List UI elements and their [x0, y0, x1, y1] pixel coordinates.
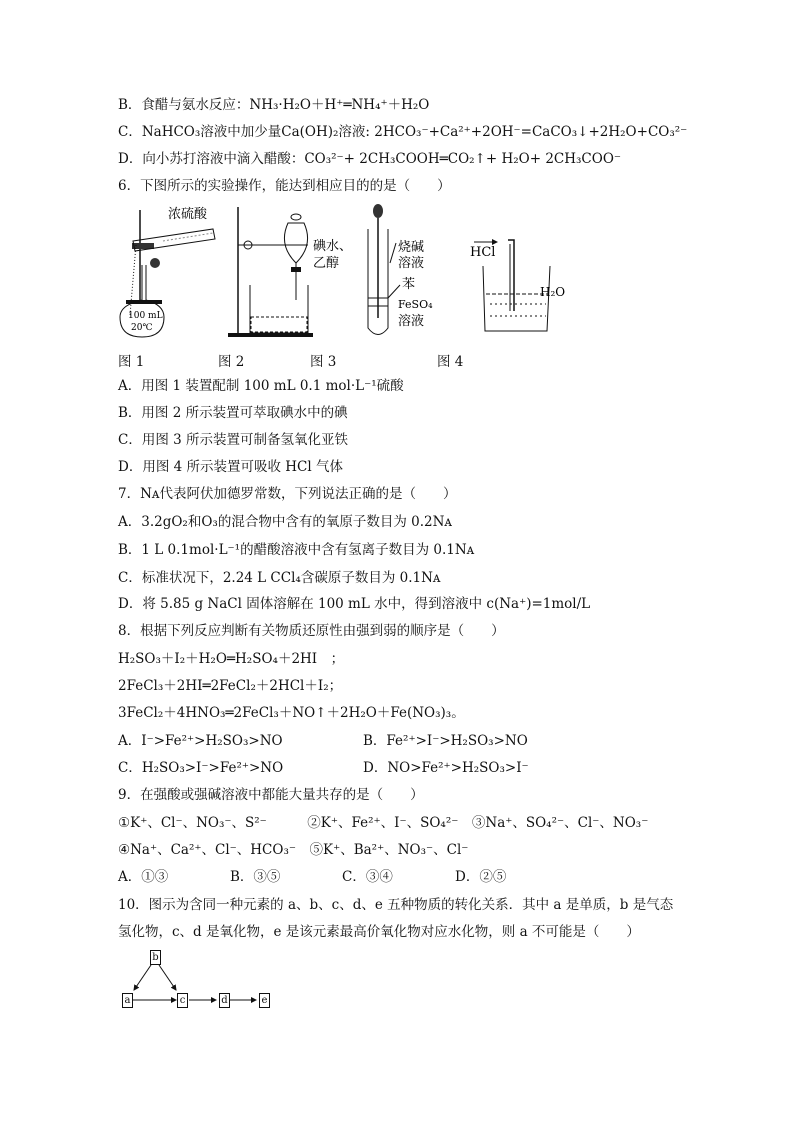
- flask-temp-label: 20℃: [131, 323, 153, 333]
- feso4-solution-label: 溶液: [398, 314, 425, 329]
- question-8: 8．根据下列反应判断有关物质还原性由强到弱的顺序是（ ）: [118, 623, 505, 639]
- node-d: d: [219, 993, 230, 1008]
- reaction-3: 3FeCl₂＋4HNO₃═2FeCl₃＋NO↑＋2H₂O＋Fe(NO₃)₃。: [118, 705, 465, 721]
- option-5d: D．向小苏打溶液中滴入醋酸：CO₃²⁻+ 2CH₃COOH═CO₂↑+ H₂O+ 2CH₃COO⁻: [118, 151, 622, 167]
- node-a: a: [122, 993, 133, 1008]
- option-6c: C．用图 3 所示装置可制备氢氧化亚铁: [118, 432, 349, 448]
- ethanol-label: 乙醇: [313, 256, 340, 271]
- question-6: 6．下图所示的实验操作，能达到相应目的的是（ ）: [118, 178, 451, 194]
- question-9: 9．在强酸或强碱溶液中都能大量共存的是（ ）: [118, 787, 424, 803]
- caption-fig4: 图 4: [437, 354, 464, 370]
- question-10-line2: 氢化物，c、d 是氧化物，e 是该元素最高价氧化物对应水化物，则 a 不可能是（ ）: [118, 924, 640, 940]
- option-5c: C．NaHCO₃溶液中加少量Ca(OH)₂溶液: 2HCO₃⁻+Ca²⁺+2OH⁻=CaCO₃↓+2H₂O+CO₃²⁻: [118, 124, 688, 140]
- figure-3: [360, 203, 450, 343]
- question-10-line1: 10．图示为含同一种元素的 a、b、c、d、e 五种物质的转化关系．其中 a 是单质，b 是气态: [118, 897, 674, 913]
- option-7d: D．将 5.85 g NaCl 固体溶解在 100 mL 水中，得到溶液中 c(Na⁺)=1mol/L: [118, 596, 591, 612]
- flask-volume-label: 100 mL: [128, 311, 163, 321]
- naoh-solution-label: 溶液: [398, 256, 425, 271]
- option-7c: C．标准状况下，2.24 L CCl₄含碳原子数目为 0.1Nᴀ: [118, 570, 441, 586]
- option-7a: A．3.2gO₂和O₃的混合物中含有的氧原子数目为 0.2Nᴀ: [118, 514, 453, 530]
- iodine-water-label: 碘水、: [313, 239, 353, 254]
- option-9a: A．①③: [118, 869, 169, 885]
- option-6d: D．用图 4 所示装置可吸收 HCl 气体: [118, 459, 343, 475]
- option-9b: B．③⑤: [230, 869, 281, 885]
- option-7b: B．1 L 0.1mol·L⁻¹的醋酸溶液中含有氢离子数目为 0.1Nᴀ: [118, 542, 475, 558]
- conversion-diagram: [118, 948, 278, 1018]
- species-row-2: ④Na⁺、Ca²⁺、Cl⁻、HCO₃⁻ ⑤K⁺、Ba²⁺、NO₃⁻、Cl⁻: [118, 842, 469, 858]
- water-label: H₂O: [540, 285, 566, 299]
- option-8d: D．NO>Fe²⁺>H₂SO₃>I⁻: [363, 760, 529, 776]
- option-9c: C．③④: [342, 869, 393, 885]
- question-7: 7．Nᴀ代表阿伏加德罗常数，下列说法正确的是（ ）: [118, 486, 457, 502]
- figure-2: [228, 205, 358, 340]
- figure-1: [118, 205, 218, 340]
- option-6a: A．用图 1 装置配制 100 mL 0.1 mol·L⁻¹硫酸: [118, 378, 404, 394]
- feso4-label: FeSO₄: [398, 298, 433, 311]
- benzene-label: 苯: [402, 277, 416, 292]
- caption-fig2: 图 2: [218, 354, 245, 370]
- figure-4: [470, 228, 580, 338]
- reaction-2: 2FeCl₃＋2HI═2FeCl₂＋2HCl＋I₂；: [118, 678, 343, 694]
- reaction-1: H₂SO₃＋I₂＋H₂O═H₂SO₄＋2HI ；: [118, 651, 345, 667]
- option-5b: B．食醋与氨水反应：NH₃·H₂O＋H⁺═NH₄⁺＋H₂O: [118, 97, 430, 113]
- option-8b: B．Fe²⁺>I⁻>H₂SO₃>NO: [363, 733, 528, 749]
- hcl-label: HCl: [470, 245, 496, 260]
- acid-label: 浓硫酸: [168, 207, 208, 222]
- node-b: b: [150, 950, 161, 965]
- caption-fig3: 图 3: [310, 354, 337, 370]
- node-c: c: [177, 993, 188, 1008]
- option-8c: C．H₂SO₃>I⁻>Fe²⁺>NO: [118, 760, 284, 776]
- option-9d: D．②⑤: [455, 869, 507, 885]
- node-e: e: [259, 993, 270, 1008]
- option-6b: B．用图 2 所示装置可萃取碘水中的碘: [118, 405, 348, 421]
- caption-fig1: 图 1: [118, 354, 145, 370]
- species-row-1: ①K⁺、Cl⁻、NO₃⁻、S²⁻ ②K⁺、Fe²⁺、I⁻、SO₄²⁻ ③Na⁺、SO₄²⁻、Cl⁻、NO₃⁻: [118, 815, 649, 831]
- option-8a: A．I⁻>Fe²⁺>H₂SO₃>NO: [118, 733, 283, 749]
- naoh-label: 烧碱: [398, 240, 425, 255]
